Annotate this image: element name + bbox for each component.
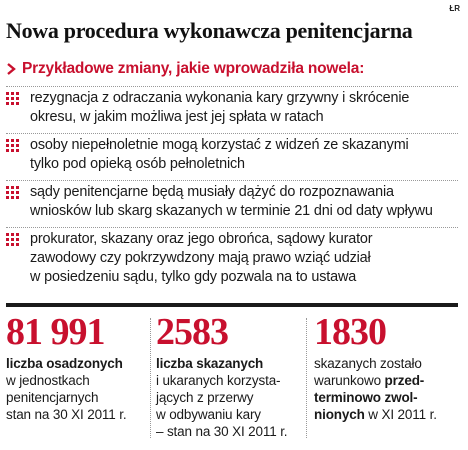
bullet-grid-icon — [6, 139, 20, 153]
divider — [6, 133, 458, 134]
divider — [6, 86, 458, 87]
bullet-grid-icon — [6, 186, 20, 200]
stat-inmates — [6, 312, 126, 423]
page-title: Nowa procedura wykonawcza penitencjarna — [6, 18, 413, 43]
author-credit: ŁR — [449, 4, 460, 13]
stat-number: 2583 — [156, 311, 228, 353]
divider — [6, 180, 458, 181]
list-item-text: sądy penitencjarne będą musiały dążyć do rozpoznawania wniosków lub skarg skazanych w terminie 21 dni od daty wpływu — [30, 184, 433, 219]
section-heading — [6, 60, 364, 78]
bullet-grid-icon — [6, 233, 20, 247]
list-item-text: rezygnacja z odraczania wykonania kary grzywny i skrócenie okresu, w jakim możliwa jest jej spłata w ratach — [30, 90, 410, 125]
list-item — [6, 89, 458, 127]
section-heading-text: Przykładowe zmiany, jakie wprowadziła nowela: — [22, 60, 365, 77]
column-divider — [306, 318, 307, 438]
stat-description: liczba skazanych i ukaranych korzysta- jących z przerwy w odbywaniu kary – stan na 30 XI 2011 r. — [156, 356, 288, 439]
column-divider — [150, 318, 151, 438]
section-divider — [6, 303, 458, 307]
stat-breaks — [156, 312, 287, 440]
list-item-text: prokurator, skazany oraz jego obrońca, sądowy kurator zawodowy czy pokrzywdzony mają prawo wziąć udział w posiedzeniu sądu, tylko gdy pozwala na to ustawa — [30, 231, 373, 285]
list-item — [6, 183, 458, 221]
divider — [6, 227, 458, 228]
stat-early-release — [314, 312, 437, 423]
list-item-text: osoby niepełnoletnie mogą korzystać z widzeń ze skazanymi tylko pod opieką osób pełnoletnich — [30, 137, 409, 172]
stat-number: 81 991 — [6, 311, 105, 353]
list-item — [6, 136, 458, 174]
list-item — [6, 230, 458, 287]
stat-number: 1830 — [314, 311, 386, 353]
chevron-right-icon — [6, 62, 16, 76]
stat-description: skazanych zostało warunkowo przed- terminowo zwol- nionych w XI 2011 r. — [314, 356, 437, 422]
stat-description: liczba osadzonych w jednostkach penitencjarnych stan na 30 XI 2011 r. — [6, 356, 127, 422]
bullet-grid-icon — [6, 92, 20, 106]
